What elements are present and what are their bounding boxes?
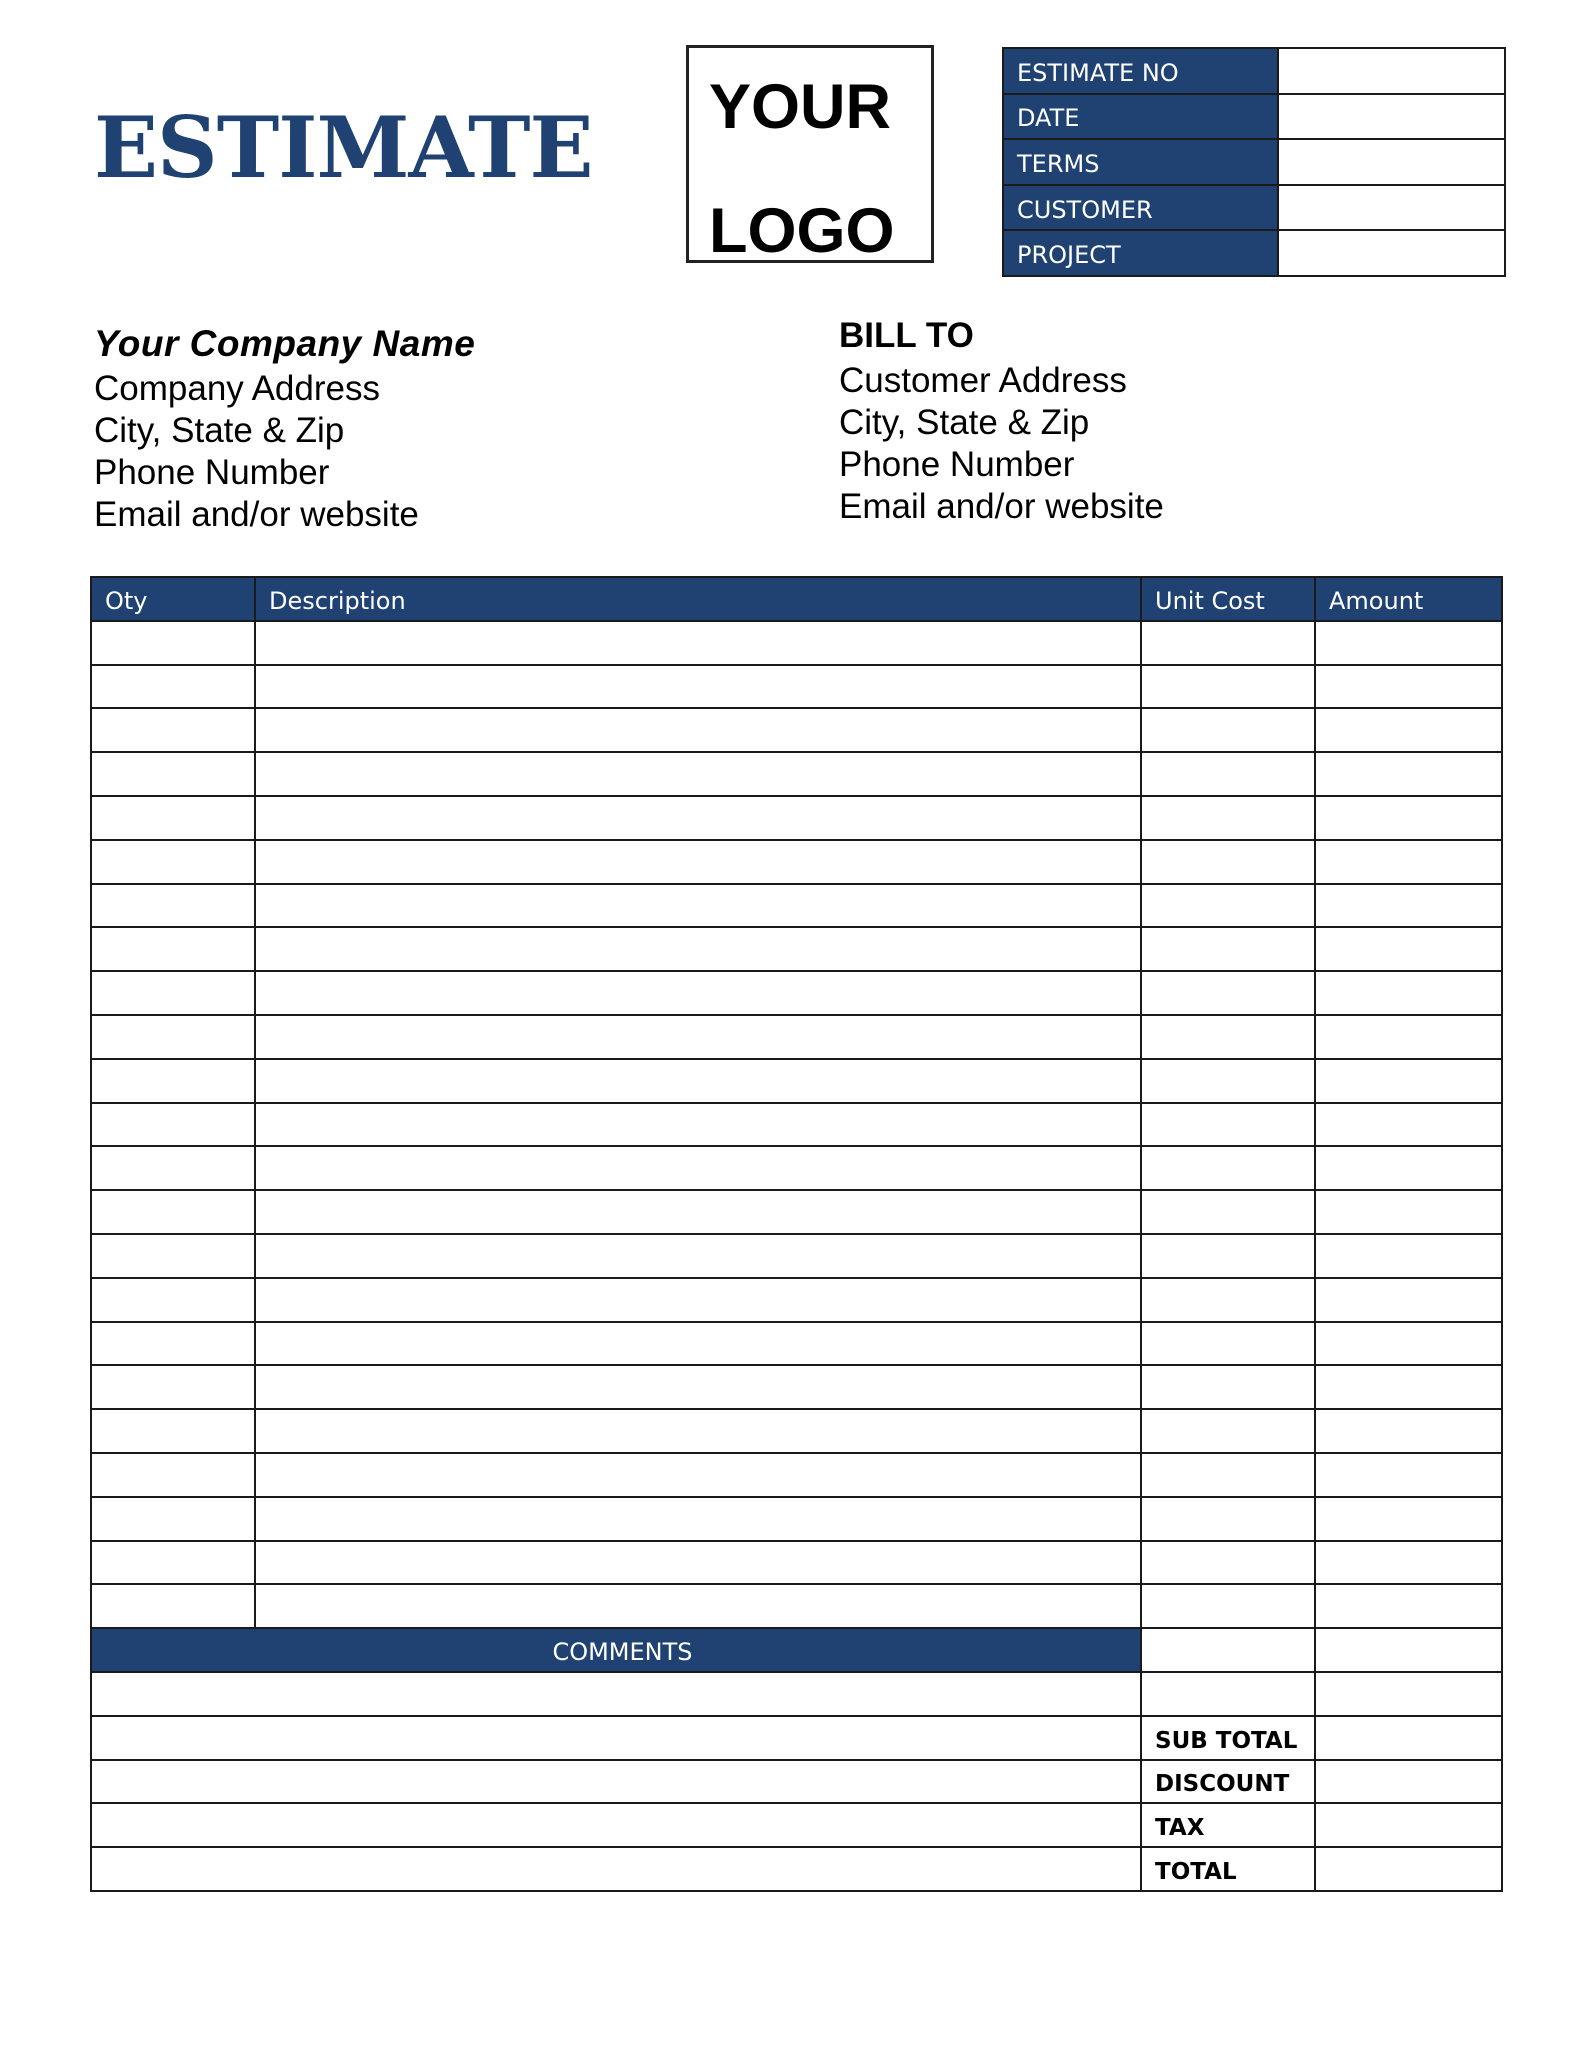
comments-line[interactable] <box>91 1716 1141 1760</box>
unit-cost-cell[interactable] <box>1141 1584 1315 1628</box>
meta-value-estimate-no[interactable] <box>1278 48 1505 94</box>
meta-value-terms[interactable] <box>1278 139 1505 185</box>
qty-cell[interactable] <box>91 1234 255 1278</box>
logo-line-1: YOUR <box>709 72 892 142</box>
amount-cell[interactable] <box>1315 1584 1502 1628</box>
qty-cell[interactable] <box>91 1322 255 1366</box>
description-cell[interactable] <box>255 1453 1141 1497</box>
qty-cell[interactable] <box>91 1146 255 1190</box>
table-row <box>91 1409 1502 1453</box>
description-cell[interactable] <box>255 884 1141 928</box>
qty-cell[interactable] <box>91 1015 255 1059</box>
table-row <box>91 1103 1502 1147</box>
description-cell[interactable] <box>255 1234 1141 1278</box>
tax-value[interactable] <box>1315 1803 1502 1847</box>
description-cell[interactable] <box>255 1278 1141 1322</box>
description-cell[interactable] <box>255 1541 1141 1585</box>
document-title: ESTIMATE <box>94 98 593 197</box>
logo-placeholder <box>686 45 934 266</box>
table-row <box>91 621 1502 665</box>
qty-cell[interactable] <box>91 665 255 709</box>
customer-city: City, State & Zip <box>839 403 1090 442</box>
bill-to-block <box>839 312 1164 528</box>
tax-label: TAX <box>1141 1803 1315 1847</box>
qty-cell[interactable] <box>91 796 255 840</box>
column-header-description: Description <box>255 577 1141 621</box>
qty-cell[interactable] <box>91 1409 255 1453</box>
company-name: Your Company Name <box>94 323 476 364</box>
description-cell[interactable] <box>255 1059 1141 1103</box>
amount-cell[interactable] <box>1315 621 1502 665</box>
meta-row-terms <box>1003 139 1505 185</box>
table-row <box>91 708 1502 752</box>
customer-email: Email and/or website <box>839 487 1164 526</box>
amount-cell[interactable] <box>1315 840 1502 884</box>
comments-line[interactable] <box>91 1803 1141 1847</box>
bill-to-label: BILL TO <box>839 316 974 355</box>
column-header-unit-cost: Unit Cost <box>1141 577 1315 621</box>
description-cell[interactable] <box>255 665 1141 709</box>
amount-cell[interactable] <box>1315 796 1502 840</box>
unit-cost-cell[interactable] <box>1141 1409 1315 1453</box>
unit-cost-cell[interactable] <box>1141 752 1315 796</box>
table-row <box>91 1584 1502 1628</box>
meta-label-project: PROJECT <box>1003 230 1278 276</box>
meta-label-date: DATE <box>1003 94 1278 140</box>
company-phone: Phone Number <box>94 453 330 492</box>
unit-cost-cell[interactable] <box>1141 1190 1315 1234</box>
description-cell[interactable] <box>255 1146 1141 1190</box>
line-items-table <box>90 576 1503 1892</box>
meta-label-terms: TERMS <box>1003 139 1278 185</box>
table-row <box>91 884 1502 928</box>
comments-row <box>91 1672 1502 1716</box>
unit-cost-cell[interactable] <box>1141 1015 1315 1059</box>
unit-cost-cell[interactable] <box>1141 1453 1315 1497</box>
amount-cell[interactable] <box>1315 1278 1502 1322</box>
qty-cell[interactable] <box>91 927 255 971</box>
unit-cost-cell[interactable] <box>1141 1234 1315 1278</box>
amount-cell[interactable] <box>1315 1015 1502 1059</box>
unit-cost-cell[interactable] <box>1141 621 1315 665</box>
comments-header-row <box>91 1628 1502 1672</box>
qty-cell[interactable] <box>91 1453 255 1497</box>
meta-value-date[interactable] <box>1278 94 1505 140</box>
amount-cell[interactable] <box>1315 1059 1502 1103</box>
comments-row <box>91 1803 1502 1847</box>
description-cell[interactable] <box>255 1322 1141 1366</box>
unit-cost-cell[interactable] <box>1141 665 1315 709</box>
description-cell[interactable] <box>255 621 1141 665</box>
qty-cell[interactable] <box>91 1365 255 1409</box>
table-row <box>91 665 1502 709</box>
summary-value-cell[interactable] <box>1315 1672 1502 1716</box>
table-row <box>91 1497 1502 1541</box>
amount-cell[interactable] <box>1315 1409 1502 1453</box>
amount-cell[interactable] <box>1315 971 1502 1015</box>
description-cell[interactable] <box>255 752 1141 796</box>
qty-cell[interactable] <box>91 884 255 928</box>
comments-line[interactable] <box>91 1847 1141 1891</box>
qty-cell[interactable] <box>91 1278 255 1322</box>
table-row <box>91 1453 1502 1497</box>
qty-cell[interactable] <box>91 1584 255 1628</box>
description-cell[interactable] <box>255 927 1141 971</box>
amount-cell[interactable] <box>1315 1322 1502 1366</box>
qty-cell[interactable] <box>91 1103 255 1147</box>
comments-header: COMMENTS <box>91 1628 1141 1672</box>
unit-cost-cell[interactable] <box>1141 1278 1315 1322</box>
amount-cell[interactable] <box>1315 884 1502 928</box>
total-value[interactable] <box>1315 1847 1502 1891</box>
table-row <box>91 1278 1502 1322</box>
company-email: Email and/or website <box>94 495 419 534</box>
description-cell[interactable] <box>255 840 1141 884</box>
unit-cost-cell[interactable] <box>1141 840 1315 884</box>
comments-line[interactable] <box>91 1760 1141 1804</box>
table-row <box>91 927 1502 971</box>
comments-row <box>91 1760 1502 1804</box>
table-row <box>91 840 1502 884</box>
qty-cell[interactable] <box>91 1541 255 1585</box>
amount-cell[interactable] <box>1315 1541 1502 1585</box>
comments-row <box>91 1716 1502 1760</box>
description-cell[interactable] <box>255 1584 1141 1628</box>
meta-row-estimate-no <box>1003 48 1505 94</box>
unit-cost-cell[interactable] <box>1141 1103 1315 1147</box>
total-label: TOTAL <box>1141 1847 1315 1891</box>
meta-value-project[interactable] <box>1278 230 1505 276</box>
summary-label-cell <box>1141 1628 1315 1672</box>
qty-cell[interactable] <box>91 1059 255 1103</box>
table-row <box>91 1190 1502 1234</box>
description-cell[interactable] <box>255 1409 1141 1453</box>
description-cell[interactable] <box>255 1015 1141 1059</box>
unit-cost-cell[interactable] <box>1141 1322 1315 1366</box>
description-cell[interactable] <box>255 1497 1141 1541</box>
subtotal-label: SUB TOTAL <box>1141 1716 1315 1760</box>
qty-cell[interactable] <box>91 840 255 884</box>
comments-row <box>91 1847 1502 1891</box>
company-address: Company Address <box>94 369 380 408</box>
description-cell[interactable] <box>255 1190 1141 1234</box>
amount-cell[interactable] <box>1315 1365 1502 1409</box>
summary-value-cell[interactable] <box>1315 1628 1502 1672</box>
description-cell[interactable] <box>255 1103 1141 1147</box>
unit-cost-cell[interactable] <box>1141 1365 1315 1409</box>
unit-cost-cell[interactable] <box>1141 1059 1315 1103</box>
qty-cell[interactable] <box>91 1497 255 1541</box>
amount-cell[interactable] <box>1315 1234 1502 1278</box>
table-row <box>91 971 1502 1015</box>
qty-cell[interactable] <box>91 621 255 665</box>
qty-cell[interactable] <box>91 971 255 1015</box>
unit-cost-cell[interactable] <box>1141 884 1315 928</box>
table-row <box>91 1365 1502 1409</box>
meta-row-project <box>1003 230 1505 276</box>
table-row <box>91 1059 1502 1103</box>
comments-line[interactable] <box>91 1672 1141 1716</box>
company-city: City, State & Zip <box>94 411 345 450</box>
amount-cell[interactable] <box>1315 1190 1502 1234</box>
description-cell[interactable] <box>255 796 1141 840</box>
table-row <box>91 752 1502 796</box>
summary-label-cell <box>1141 1672 1315 1716</box>
estimate-meta-table <box>1002 47 1506 277</box>
unit-cost-cell[interactable] <box>1141 1497 1315 1541</box>
amount-cell[interactable] <box>1315 665 1502 709</box>
discount-label: DISCOUNT <box>1141 1760 1315 1804</box>
description-cell[interactable] <box>255 708 1141 752</box>
customer-address: Customer Address <box>839 361 1127 400</box>
meta-row-customer <box>1003 185 1505 231</box>
description-cell[interactable] <box>255 1365 1141 1409</box>
unit-cost-cell[interactable] <box>1141 971 1315 1015</box>
qty-cell[interactable] <box>91 752 255 796</box>
meta-row-date <box>1003 94 1505 140</box>
description-cell[interactable] <box>255 971 1141 1015</box>
amount-cell[interactable] <box>1315 752 1502 796</box>
amount-cell[interactable] <box>1315 1453 1502 1497</box>
qty-cell[interactable] <box>91 1190 255 1234</box>
table-row <box>91 796 1502 840</box>
qty-cell[interactable] <box>91 708 255 752</box>
items-header-row <box>91 577 1502 621</box>
discount-value[interactable] <box>1315 1760 1502 1804</box>
unit-cost-cell[interactable] <box>1141 708 1315 752</box>
meta-label-estimate-no: ESTIMATE NO <box>1003 48 1278 94</box>
table-row <box>91 1541 1502 1585</box>
unit-cost-cell[interactable] <box>1141 927 1315 971</box>
amount-cell[interactable] <box>1315 1497 1502 1541</box>
amount-cell[interactable] <box>1315 708 1502 752</box>
table-row <box>91 1146 1502 1190</box>
logo-line-2: LOGO <box>709 196 895 266</box>
unit-cost-cell[interactable] <box>1141 796 1315 840</box>
subtotal-value[interactable] <box>1315 1716 1502 1760</box>
amount-cell[interactable] <box>1315 927 1502 971</box>
column-header-qty: Oty <box>91 577 255 621</box>
unit-cost-cell[interactable] <box>1141 1541 1315 1585</box>
column-header-amount: Amount <box>1315 577 1502 621</box>
meta-label-customer: CUSTOMER <box>1003 185 1278 231</box>
amount-cell[interactable] <box>1315 1103 1502 1147</box>
unit-cost-cell[interactable] <box>1141 1146 1315 1190</box>
meta-value-customer[interactable] <box>1278 185 1505 231</box>
company-block <box>94 320 475 536</box>
customer-phone: Phone Number <box>839 445 1075 484</box>
amount-cell[interactable] <box>1315 1146 1502 1190</box>
table-row <box>91 1322 1502 1366</box>
table-row <box>91 1015 1502 1059</box>
table-row <box>91 1234 1502 1278</box>
